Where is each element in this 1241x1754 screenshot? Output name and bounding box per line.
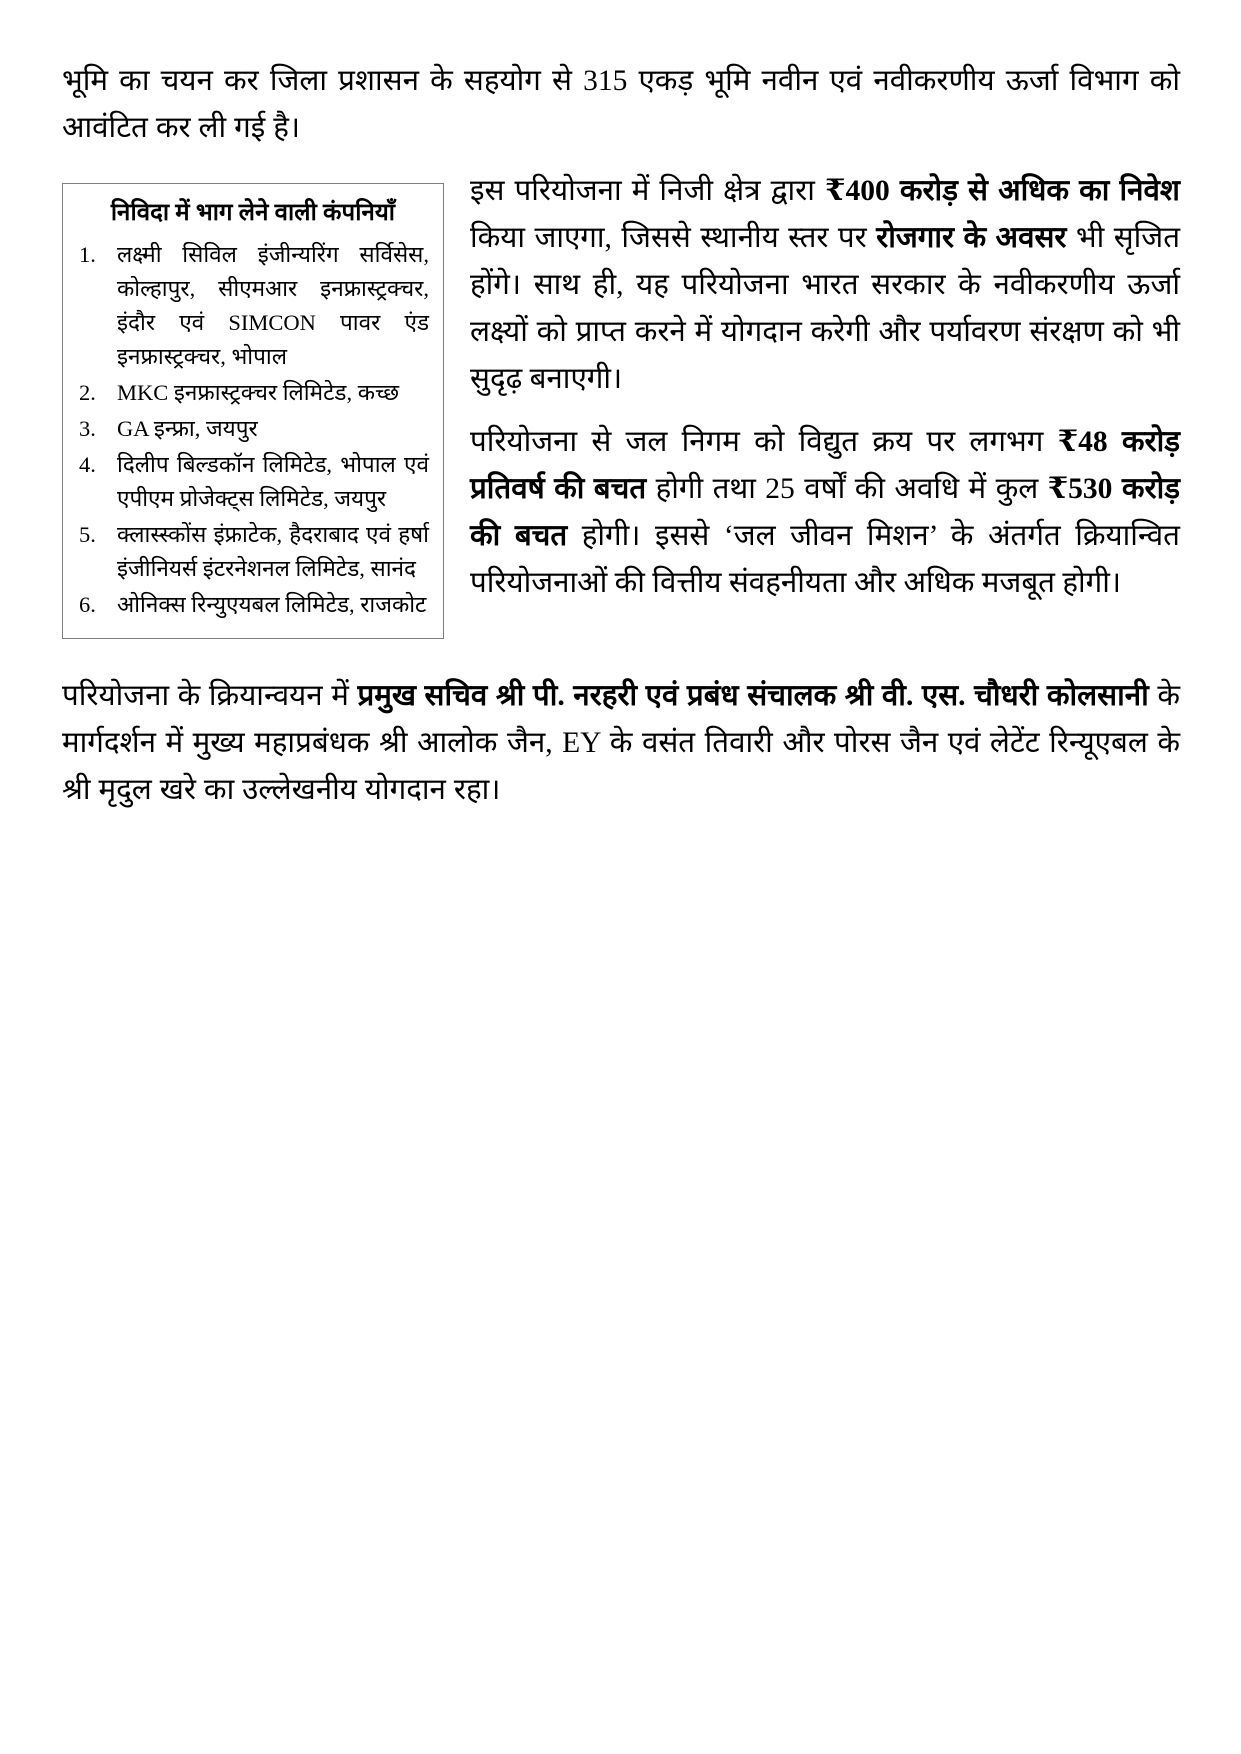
body-text: परियोजना से जल निगम को विद्युत क्रय पर लगभग xyxy=(470,426,1058,458)
list-item-label: ओनिक्स रिन्युएयबल लिमिटेड, राजकोट xyxy=(117,592,427,617)
spacer xyxy=(62,647,1180,673)
list-item-number: 2. xyxy=(79,380,96,405)
list-item xyxy=(77,518,429,586)
tender-box-title: निविदा में भाग लेने वाली कंपनियाँ xyxy=(110,200,396,226)
list-item-label: GA इन्फ्रा, जयपुर xyxy=(117,416,258,441)
emphasis-text: ₹530 करोड़ की बचत xyxy=(470,473,1180,552)
list-item xyxy=(77,448,429,516)
document-content xyxy=(62,58,1180,818)
spacer xyxy=(62,156,1180,168)
list-item-label: क्लास्स्कोंस इंफ्राटेक, हैदराबाद एवं हर्षा इंजीनियर्स इंटरनेशनल लिमिटेड, सानंद xyxy=(117,522,429,581)
list-item-label: MKC इनफ्रास्ट्रक्चर लिमिटेड, कच्छ xyxy=(117,380,400,405)
credits-paragraph xyxy=(62,673,1180,814)
list-item xyxy=(77,238,429,374)
list-item-number: 1. xyxy=(79,242,96,267)
list-item-number: 6. xyxy=(79,592,96,617)
body-text: होगी। इससे ‘जल जीवन मिशन’ के अंतर्गत क्रियान्वित परियोजनाओं की वित्तीय संवहनीयता और अधिक मजबूत होगी। xyxy=(470,520,1180,599)
body-text: के मार्गदर्शन में मुख्य महाप्रबंधक श्री आलोक जैन, EY के वसंत तिवारी और पोरस जैन एवं लेटेंट रिन्यूएबल के श्री मृदुल खरे का उल्लेखनीय योगदान रहा। xyxy=(62,680,1180,806)
emphasis-text: ₹48 करोड़ प्रतिवर्ष की बचत xyxy=(470,426,1180,505)
list-item xyxy=(77,412,429,446)
list-item-number: 4. xyxy=(79,452,96,477)
emphasis-text: प्रमुख सचिव श्री पी. नरहरी एवं प्रबंध संचालक श्री वी. एस. चौधरी कोलसानी xyxy=(357,680,1149,712)
list-item xyxy=(77,376,429,410)
body-text: परियोजना के क्रियान्वयन में xyxy=(62,680,358,712)
body-text: भी सृजित होंगे। साथ ही, यह परियोजना भारत सरकार के नवीकरणीय ऊर्जा लक्ष्यों को प्राप्त करने में योगदान करेगी और पर्यावरण संरक्षण को भी सुदृढ़ बनाएगी। xyxy=(470,222,1181,395)
body-text: किया जाएगा, जिससे स्थानीय स्तर पर xyxy=(470,222,877,254)
body-text: होगी तथा 25 वर्षों की अवधि में कुल xyxy=(646,473,1048,505)
list-item-number: 3. xyxy=(79,416,96,441)
list-item xyxy=(77,588,429,622)
tender-companies-box xyxy=(62,183,444,639)
list-item-label: लक्ष्मी सिविल इंजीन्यरिंग सर्विसेस, कोल्हापुर, सीएमआर इनफ्रास्ट्रक्चर, इंदौर एवं SIMCON पावर एंड इनफ्रास्ट्रक्चर, भोपाल xyxy=(117,242,429,369)
tender-company-list xyxy=(77,238,429,622)
list-item-number: 5. xyxy=(79,522,96,547)
intro-paragraph: भूमि का चयन कर जिला प्रशासन के सहयोग से 315 एकड़ भूमि नवीन एवं नवीकरणीय ऊर्जा विभाग को आवंटित कर ली गई है। xyxy=(62,65,1180,144)
emphasis-text: ₹400 करोड़ से अधिक का निवेश xyxy=(824,175,1180,207)
list-item-label: दिलीप बिल्डकॉन लिमिटेड, भोपाल एवं एपीएम प्रोजेक्ट्स लिमिटेड, जयपुर xyxy=(117,452,429,511)
body-text: इस परियोजना में निजी क्षेत्र द्वारा xyxy=(470,175,825,207)
emphasis-text: रोजगार के अवसर xyxy=(876,222,1067,254)
